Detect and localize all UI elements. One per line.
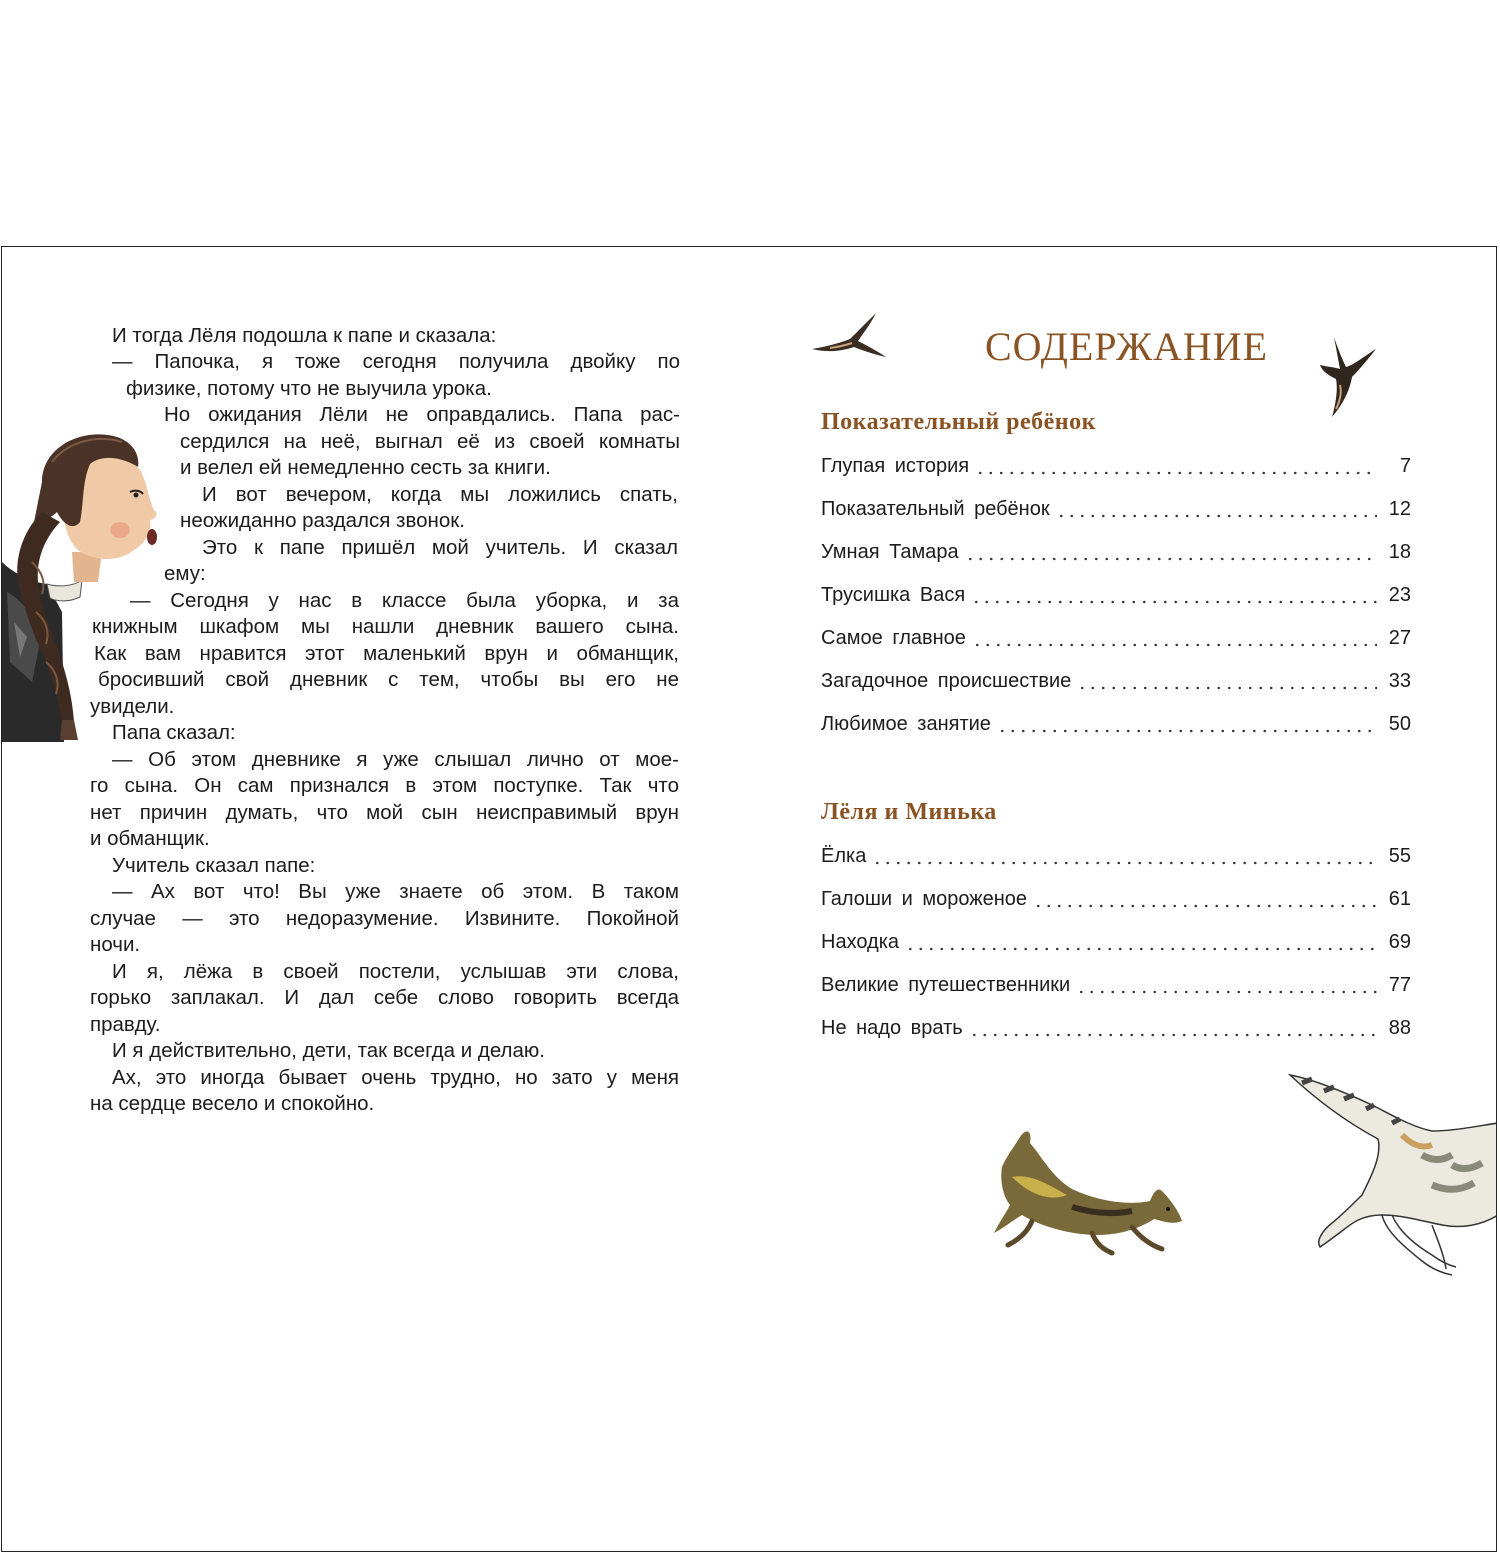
toc-entry-page: 18 <box>1388 541 1411 563</box>
text-line: сердился на неё, выгнал её из своей комнаты <box>180 430 680 453</box>
toc-entry-title: Глупая история <box>821 455 970 477</box>
toc-entry-title: Галоши и мороженое <box>821 888 1028 910</box>
text-line: И я, лёжа в своей постели, услышав эти слова, <box>112 960 679 983</box>
text-line: ему: <box>164 562 206 585</box>
toc-leader-dots <box>997 727 1377 735</box>
toc-entry[interactable] <box>821 670 1411 698</box>
toc-entry-page: 33 <box>1388 670 1411 692</box>
toc-entry-title: Любимое занятие <box>821 713 991 735</box>
toc-section-title: Показательный ребёнок <box>821 409 1096 435</box>
toc-leader-dots <box>965 555 1377 563</box>
toc-entry[interactable] <box>821 584 1411 612</box>
toc-entry-title: Не надо врать <box>821 1017 963 1039</box>
text-line: Ах, это иногда бывает очень трудно, но зато у меня <box>112 1066 679 1089</box>
toc-entry[interactable] <box>821 888 1411 916</box>
text-line: — Сегодня у нас в классе была уборка, и за <box>130 589 679 612</box>
toc-entry-page: 88 <box>1388 1017 1411 1039</box>
swallow-right-illustration <box>1320 335 1380 420</box>
toc-entry-title: Великие путешественники <box>821 974 1071 996</box>
text-line: правду. <box>90 1013 161 1036</box>
toc-leader-dots <box>905 945 1377 953</box>
text-line: неожиданно раздался звонок. <box>180 509 465 532</box>
text-line: и велел ей немедленно сесть за книги. <box>180 456 551 479</box>
text-line: И вот вечером, когда мы ложились спать, <box>202 483 678 506</box>
toc-leader-dots <box>1076 988 1377 996</box>
toc-entry-page: 50 <box>1388 713 1411 735</box>
text-line: — Ах вот что! Вы уже знаете об этом. В таком <box>112 880 679 903</box>
toc-entry-page: 69 <box>1388 931 1411 953</box>
toc-entry[interactable] <box>821 455 1411 483</box>
toc-entry[interactable] <box>821 845 1411 873</box>
toc-entry[interactable] <box>821 541 1411 569</box>
toc-entry-page: 27 <box>1388 627 1411 649</box>
toc-entry-title: Ёлка <box>821 845 867 867</box>
text-line: И я действительно, дети, так всегда и делаю. <box>112 1039 545 1062</box>
toc-leader-dots <box>971 598 1377 606</box>
text-line: — Папочка, я тоже сегодня получила двойку по <box>112 350 680 373</box>
toc-entry-page: 55 <box>1388 845 1411 867</box>
toc-entry-title: Трусишка Вася <box>821 584 966 606</box>
book-spread <box>1 246 1497 1552</box>
text-line: Это к папе пришёл мой учитель. И сказал <box>202 536 678 559</box>
toc-entry[interactable] <box>821 627 1411 655</box>
toc-leader-dots <box>1033 902 1377 910</box>
text-line: горько заплакал. И дал себе слово говорить всегда <box>90 986 679 1009</box>
text-line: Учитель сказал папе: <box>112 854 316 877</box>
toc-entry-title: Самое главное <box>821 627 966 649</box>
toc-entry-page: 7 <box>1399 455 1411 477</box>
toc-title: СОДЕРЖАНИЕ <box>985 324 1269 369</box>
text-line: на сердце весело и спокойно. <box>90 1092 375 1115</box>
text-line: физике, потому что не выучила урока. <box>126 377 492 400</box>
text-line: увидели. <box>90 695 175 718</box>
text-line: нет причин думать, что мой сын неисправимый врун <box>90 801 679 824</box>
toc-leader-dots <box>1056 512 1377 520</box>
toc-entry-title: Показательный ребёнок <box>821 498 1050 520</box>
text-line: книжным шкафом мы нашли дневник вашего сына. <box>92 615 679 638</box>
toc-leader-dots <box>969 1031 1377 1039</box>
text-line: — Об этом дневнике я уже слышал лично от мое- <box>112 748 679 771</box>
toc-entry-page: 12 <box>1388 498 1411 520</box>
toc-leader-dots <box>1077 684 1377 692</box>
toc-entry-title: Находка <box>821 931 900 953</box>
text-line: Но ожидания Лёли не оправдались. Папа рас- <box>164 403 680 426</box>
toc-section-title: Лёля и Минька <box>821 799 997 825</box>
text-line: и обманщик. <box>90 827 210 850</box>
toc-entry-page: 61 <box>1388 888 1411 910</box>
toc-entry[interactable] <box>821 1017 1411 1045</box>
text-line: Папа сказал: <box>112 721 236 744</box>
toc-entry-page: 77 <box>1388 974 1411 996</box>
text-line: И тогда Лёля подошла к папе и сказала: <box>112 324 497 347</box>
toc-leader-dots <box>972 641 1377 649</box>
text-line: го сына. Он сам признался в этом поступке. Так что <box>90 774 679 797</box>
text-line: ночи. <box>90 933 141 956</box>
toc-entry-title: Загадочное происшествие <box>821 670 1072 692</box>
toc-entry-title: Умная Тамара <box>821 541 959 563</box>
swallow-left-illustration <box>810 309 890 359</box>
toc-entry[interactable] <box>821 713 1411 741</box>
toc-entry[interactable] <box>821 498 1411 526</box>
toc-entry[interactable] <box>821 931 1411 959</box>
text-line: Как вам нравится этот маленький врун и обманщик, <box>94 642 679 665</box>
text-line: бросивший свой дневник с тем, чтобы вы его не <box>98 668 679 691</box>
dog-illustration <box>972 1117 1187 1267</box>
toc-entry-page: 23 <box>1388 584 1411 606</box>
text-line: случае — это недоразумение. Извините. Покойной <box>90 907 679 930</box>
toc-entry[interactable] <box>821 974 1411 1002</box>
toc-leader-dots <box>975 469 1377 477</box>
toc-leader-dots <box>872 859 1377 867</box>
cat-illustration <box>1282 1065 1497 1280</box>
